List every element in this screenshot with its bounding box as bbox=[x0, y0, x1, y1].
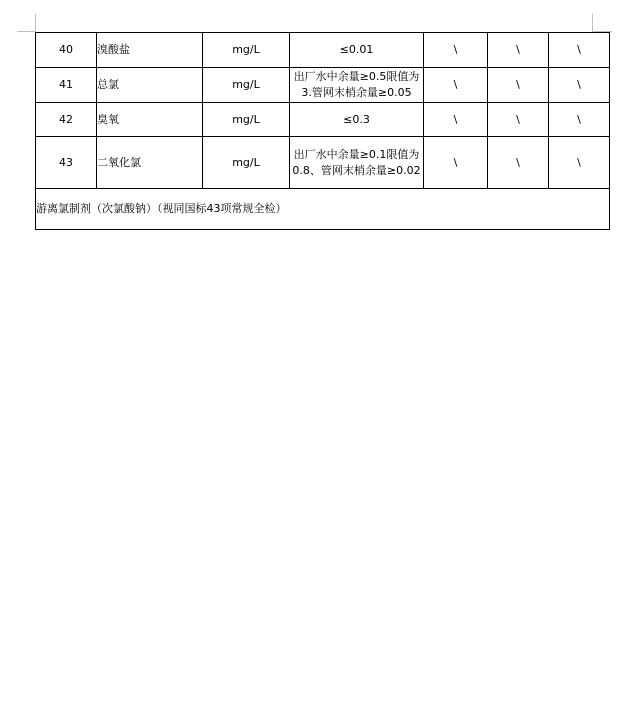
table-row bbox=[36, 68, 610, 103]
item-unit: mg/L bbox=[203, 137, 290, 189]
item-mark: \ bbox=[424, 33, 488, 68]
item-mark: \ bbox=[549, 103, 610, 137]
item-name: 总氯 bbox=[97, 68, 203, 103]
item-mark: \ bbox=[488, 33, 549, 68]
crop-mark-top-left bbox=[17, 31, 36, 32]
table-row bbox=[36, 103, 610, 137]
item-mark: \ bbox=[424, 137, 488, 189]
item-mark: \ bbox=[549, 68, 610, 103]
item-mark: \ bbox=[424, 103, 488, 137]
item-unit: mg/L bbox=[203, 68, 290, 103]
crop-mark-top-right bbox=[592, 14, 593, 32]
item-unit: mg/L bbox=[203, 33, 290, 68]
item-mark: \ bbox=[488, 103, 549, 137]
item-name: 溴酸盐 bbox=[97, 33, 203, 68]
item-mark: \ bbox=[488, 137, 549, 189]
item-number: 41 bbox=[36, 68, 97, 103]
item-number: 42 bbox=[36, 103, 97, 137]
footnote-text: 游离氯制剂（次氯酸钠）（视同国标43项常规全检） bbox=[36, 189, 610, 230]
item-number: 43 bbox=[36, 137, 97, 189]
item-limit: 出厂水中余量≥0.5限值为3.管网末梢余量≥0.05 bbox=[290, 68, 424, 103]
item-limit: ≤0.01 bbox=[290, 33, 424, 68]
item-limit: ≤0.3 bbox=[290, 103, 424, 137]
item-unit: mg/L bbox=[203, 103, 290, 137]
table-row-footnote bbox=[36, 189, 610, 230]
item-mark: \ bbox=[488, 68, 549, 103]
crop-mark-top-left bbox=[35, 14, 36, 32]
item-mark: \ bbox=[549, 137, 610, 189]
water-quality-table bbox=[35, 32, 610, 230]
item-number: 40 bbox=[36, 33, 97, 68]
item-name: 二氧化氯 bbox=[97, 137, 203, 189]
table-row bbox=[36, 137, 610, 189]
item-mark: \ bbox=[549, 33, 610, 68]
item-name: 臭氧 bbox=[97, 103, 203, 137]
item-mark: \ bbox=[424, 68, 488, 103]
table-row bbox=[36, 33, 610, 68]
item-limit: 出厂水中余量≥0.1限值为0.8、管网末梢余量≥0.02 bbox=[290, 137, 424, 189]
